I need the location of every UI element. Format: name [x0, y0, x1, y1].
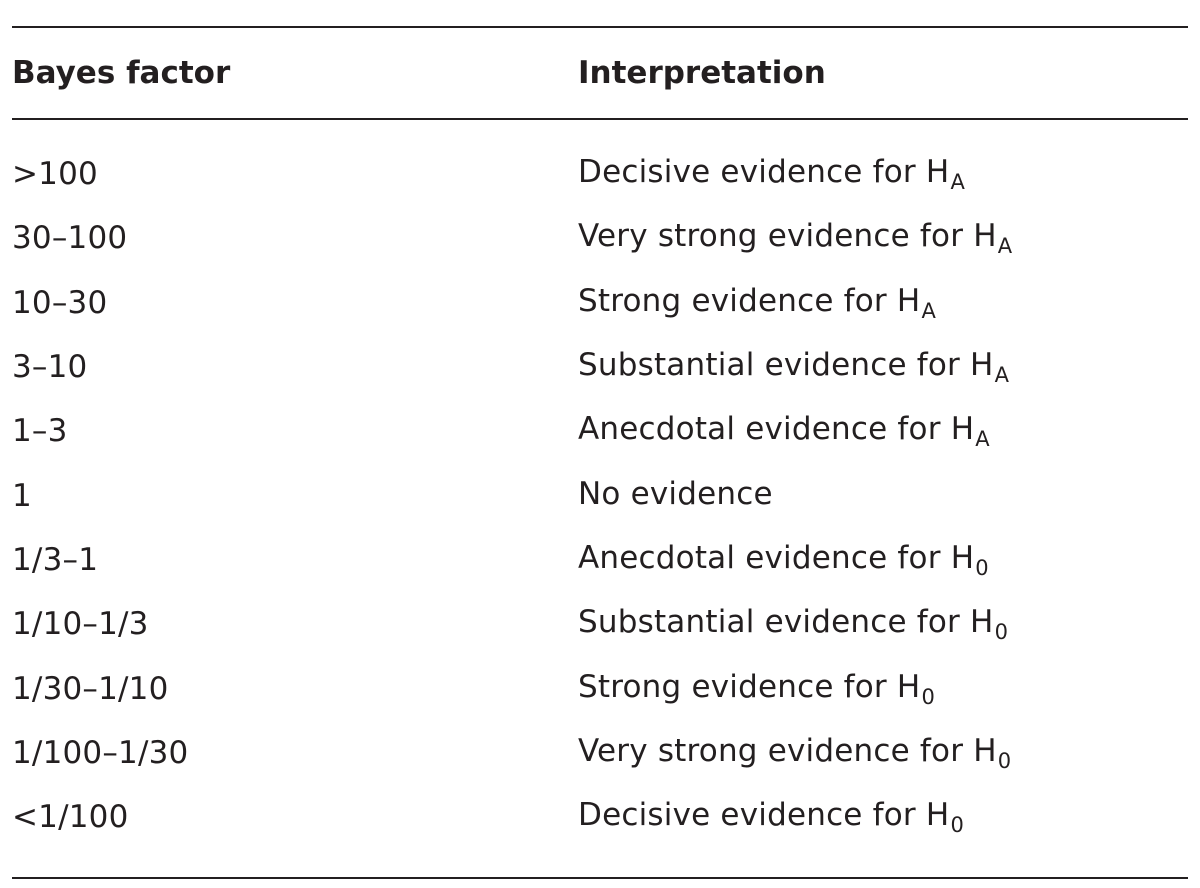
bottom-rule: [12, 877, 1188, 879]
bayes-factor-cell: 1/3–1: [12, 541, 99, 578]
bayes-factor-cell: 10–30: [12, 284, 108, 321]
table-row: [12, 399, 1188, 463]
interpretation-cell: Strong evidence for $H_A$: [578, 282, 937, 323]
header-interpretation: Interpretation: [578, 55, 826, 91]
bayes-factor-cell: 1/100–1/30: [12, 734, 189, 771]
table-row: [12, 206, 1188, 270]
table-row: [12, 271, 1188, 335]
table-row: [12, 656, 1188, 720]
table-row: [12, 335, 1188, 399]
table-row: [12, 592, 1188, 656]
interpretation-cell: Decisive evidence for $H_A$: [578, 154, 966, 195]
bayes-factor-cell: 3–10: [12, 349, 88, 386]
interpretation-cell: Anecdotal evidence for $H_A$: [578, 411, 990, 452]
table-row: [12, 142, 1188, 206]
bayes-factor-cell: 1–3: [12, 413, 68, 450]
bayes-factor-cell: 30–100: [12, 220, 128, 257]
table-header: [12, 28, 1188, 118]
bayes-factor-cell: >100: [12, 156, 98, 193]
interpretation-cell: No evidence: [578, 475, 773, 512]
header-bayes-factor: Bayes factor: [12, 55, 231, 91]
interpretation-cell: Substantial evidence for $H_0$: [578, 604, 1009, 645]
table-row: [12, 528, 1188, 592]
bayes-factor-cell: 1/30–1/10: [12, 670, 169, 707]
interpretation-cell: Very strong evidence for $H_0$: [578, 732, 1012, 773]
bayes-factor-table: [12, 26, 1188, 879]
bayes-factor-cell: <1/100: [12, 799, 129, 836]
interpretation-cell: Substantial evidence for $H_A$: [578, 347, 1010, 388]
interpretation-cell: Decisive evidence for $H_0$: [578, 797, 964, 838]
interpretation-cell: Very strong evidence for $H_A$: [578, 218, 1013, 259]
table-row: [12, 463, 1188, 527]
table-row: [12, 785, 1188, 849]
bayes-factor-cell: 1/10–1/3: [12, 606, 149, 643]
interpretation-cell: Strong evidence for $H_0$: [578, 668, 935, 709]
bayes-factor-cell: 1: [12, 477, 32, 514]
table-row: [12, 721, 1188, 785]
interpretation-cell: Anecdotal evidence for $H_0$: [578, 539, 989, 580]
table-body: [12, 120, 1188, 877]
